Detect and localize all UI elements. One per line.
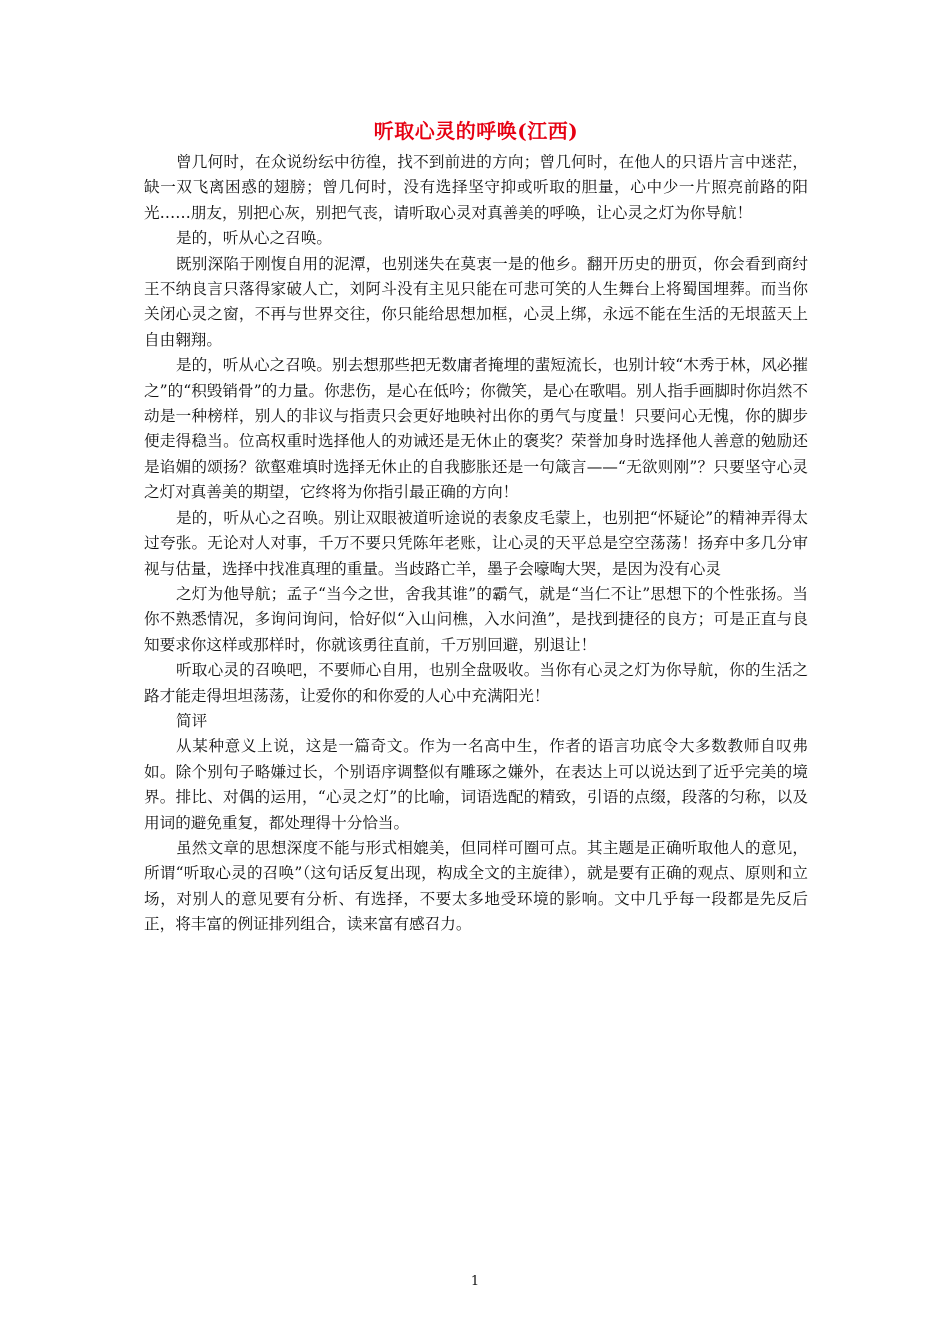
paragraph-1: 曾几何时，在众说纷纭中彷徨，找不到前进的方向；曾几何时，在他人的只语片言中迷茫，缺一双飞离困惑的翅膀；曾几何时，没有选择坚守抑或听取的胆量，心中少一片照亮前路的阳光……朋友，别把心灰，别把气丧，请听取心灵对真善美的呼唤，让心灵之灯为你导航！ [144,153,808,222]
document-title: 听取心灵的呼唤(江西) [373,119,579,143]
document-page [144,118,808,938]
paragraph-5: 是的，听从心之召唤。别让双眼被道听途说的表象皮毛蒙上，也别把“怀疑论”的精神弄得太过夸张。无论对人对事，千万不要只凭陈年老账，让心灵的天平总是空空荡荡！扬弃中多几分审视与估量，选择中找准真理的重量。当歧路亡羊，墨子会嚎啕大哭，是因为没有心灵 [144,508,808,578]
review-paragraph-1: 从某种意义上说，这是一篇奇文。作为一名高中生，作者的语言功底令大多数教师自叹弗如。除个别句子略嫌过长，个别语序调整似有雕琢之嫌外，在表达上可以说达到了近乎完美的境界。排比、对偶的运用，“心灵之灯”的比喻，词语选配的精致，引语的点缀，段落的匀称，以及用词的避免重复，都处理得十分恰当。 [144,737,808,832]
paragraph-6: 之灯为他导航；孟子“当今之世，舍我其谁”的霸气，就是“当仁不让”思想下的个性张扬。当你不熟悉情况，多询问询问，恰好似“入山问樵，入水问渔”，是找到捷径的良方；可是正直与良知要求你这样或那样时，你就该勇往直前，千万别回避，别退让！ [144,584,808,654]
review-heading: 简评 [176,711,208,730]
paragraph-3: 既别深陷于刚愎自用的泥潭，也别迷失在莫衷一是的他乡。翻开历史的册页，你会看到商纣王不纳良言只落得家破人亡，刘阿斗没有主见只能在可悲可笑的人生舞台上将蜀国埋葬。而当你关闭心灵之窗，不再与世界交往，你只能给思想加框，心灵上绑，永远不能在生活的无垠蓝天上自由翱翔。 [144,254,808,349]
review-paragraph-2: 虽然文章的思想深度不能与形式相媲美，但同样可圈可点。其主题是正确听取他人的意见，所谓“听取心灵的召唤”（这句话反复出现，构成全文的主旋律），就是要有正确的观点、原则和立场，对别人的意见要有分析、有选择，不要太多地受环境的影响。文中几乎每一段都是先反后正，将丰富的例证排列组合，读来富有感召力。 [144,838,808,934]
paragraph-7: 听取心灵的召唤吧，不要师心自用，也别全盘吸收。当你有心灵之灯为你导航，你的生活之路才能走得坦坦荡荡，让爱你的和你爱的人心中充满阳光！ [144,661,808,705]
paragraph-4: 是的，听从心之召唤。别去想那些把无数庸者掩埋的蜚短流长，也别计较“木秀于林，风必摧之”的“积毁销骨”的力量。你悲伤，是心在低吟；你微笑，是心在歌唱。别人指手画脚时你岿然不动是一种榜样，别人的非议与指责只会更好地映衬出你的勇气与度量！只要问心无愧，你的脚步便走得稳当。位高权重时选择他人的劝诫还是无休止的褒奖？荣誉加身时选择他人善意的勉励还是谄媚的颂扬？欲壑难填时选择无休止的自我膨胀还是一句箴言——“无欲则刚”？只要坚守心灵之灯对真善美的期望，它终将为你指引最正确的方向！ [144,356,808,502]
page-number: 1 [470,1274,480,1289]
document-body [144,150,808,938]
paragraph-2: 是的，听从心之召唤。 [176,229,332,248]
